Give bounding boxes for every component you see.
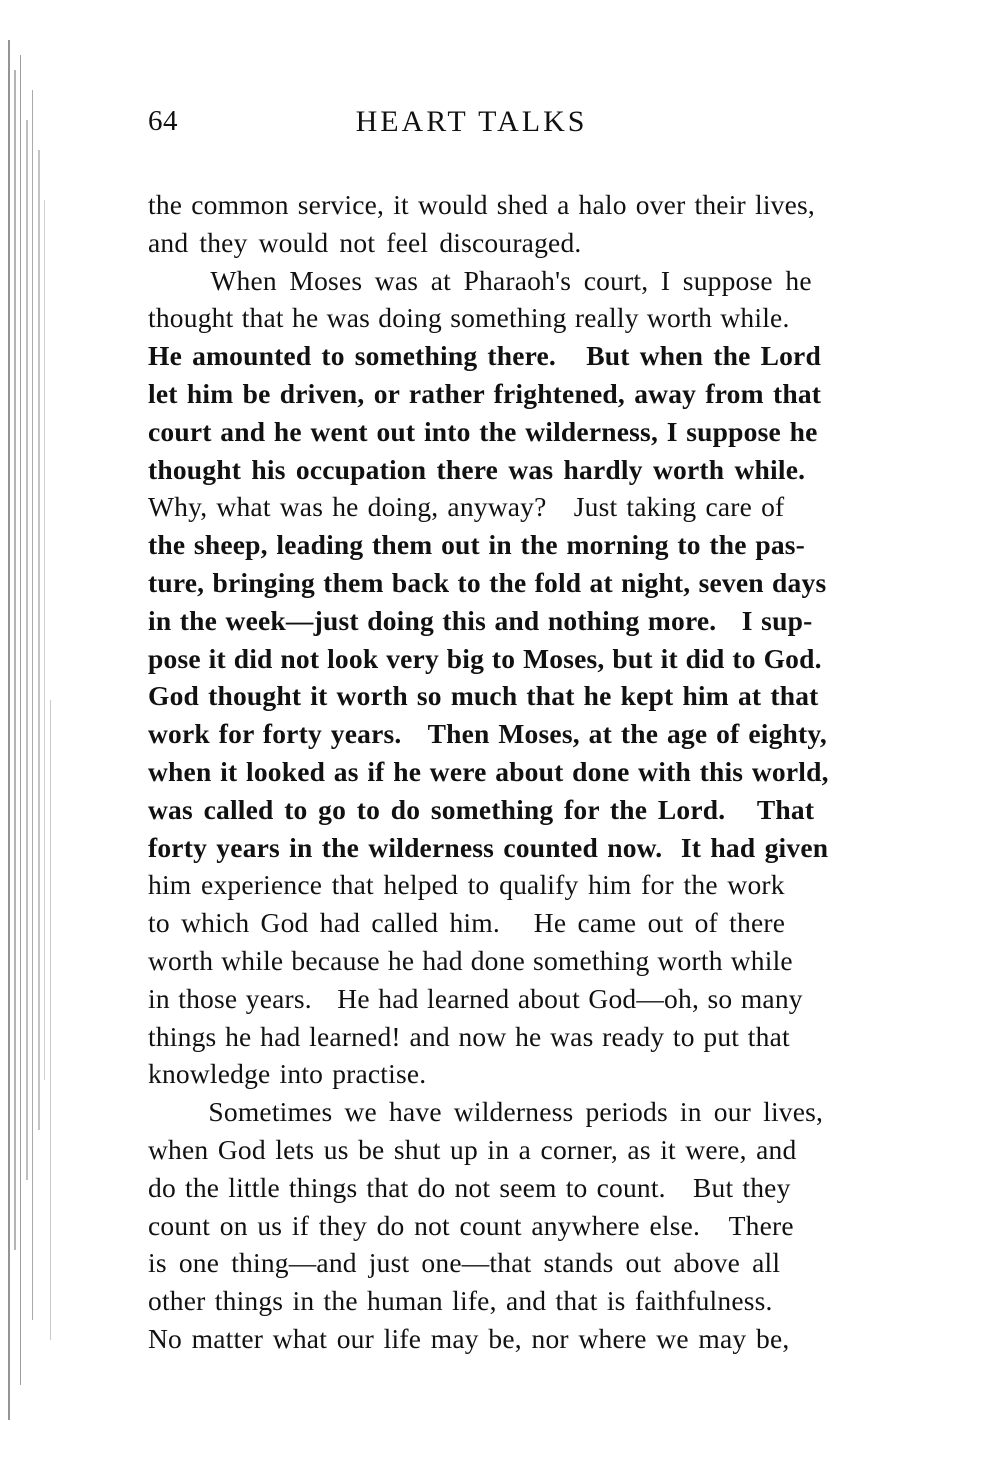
text-line: He amounted to something there. But when the Lord: [148, 340, 821, 372]
scan-binding-artifact: [0, 0, 60, 1462]
text-line: is one thing—and just one—that stands out above all: [148, 1247, 781, 1279]
running-title: HEART TALKS: [355, 105, 588, 138]
text-line: in the week—just doing this and nothing more. I sup-: [148, 604, 813, 636]
text-line: when God lets us be shut up in a corner, as it were, and: [148, 1133, 797, 1165]
text-line: Why, what was he doing, anyway? Just taking care of: [148, 491, 785, 523]
text-line: thought his occupation there was hardly worth while.: [148, 453, 806, 485]
text-line: Sometimes we have wilderness periods in our lives,: [148, 1096, 824, 1128]
text-line: the common service, it would shed a halo over their lives,: [148, 189, 815, 220]
text-line: was called to go to do something for the Lord. That: [148, 793, 815, 825]
paragraph: [148, 1093, 920, 1358]
text-line: count on us if they do not count anywhere else. There: [148, 1209, 794, 1241]
text-line: in those years. He had learned about God—oh, so many: [148, 982, 803, 1014]
paragraph: [148, 186, 920, 262]
paragraph: [148, 262, 920, 1094]
text-line: forty years in the wilderness counted now. It had given: [148, 831, 829, 863]
text-line: court and he went out into the wilderness, I suppose he: [148, 415, 818, 447]
text-line: when it looked as if he were about done with this world,: [148, 755, 829, 787]
text-line: him experience that helped to qualify him for the work: [148, 869, 785, 901]
text-line: knowledge into practise.: [148, 1058, 427, 1090]
page-header: [148, 105, 920, 145]
text-line: other things in the human life, and that is faithfulness.: [148, 1285, 773, 1317]
text-line: things he had learned! and now he was ready to put that: [148, 1020, 790, 1052]
text-line: When Moses was at Pharaoh's court, I suppose he: [148, 264, 812, 296]
text-line: thought that he was doing something really worth while.: [148, 302, 790, 334]
text-line: ture, bringing them back to the fold at night, seven days: [148, 566, 827, 598]
text-line: No matter what our life may be, nor where we may be,: [148, 1322, 790, 1354]
text-line: to which God had called him. He came out of there: [148, 907, 786, 939]
text-line: let him be driven, or rather frightened, away from that: [148, 377, 822, 409]
text-line: work for forty years. Then Moses, at the age of eighty,: [148, 718, 827, 750]
text-line: God thought it worth so much that he kept him at that: [148, 680, 819, 712]
text-line: the sheep, leading them out in the morning to the pas-: [148, 529, 806, 561]
text-line: pose it did not look very big to Moses, but it did to God.: [148, 642, 822, 674]
text-line: and they would not feel discouraged.: [148, 226, 582, 258]
page-body: [148, 186, 920, 1358]
text-line: do the little things that do not seem to count. But they: [148, 1171, 791, 1203]
text-line: worth while because he had done something worth while: [148, 944, 793, 976]
page-number: 64: [148, 105, 178, 137]
